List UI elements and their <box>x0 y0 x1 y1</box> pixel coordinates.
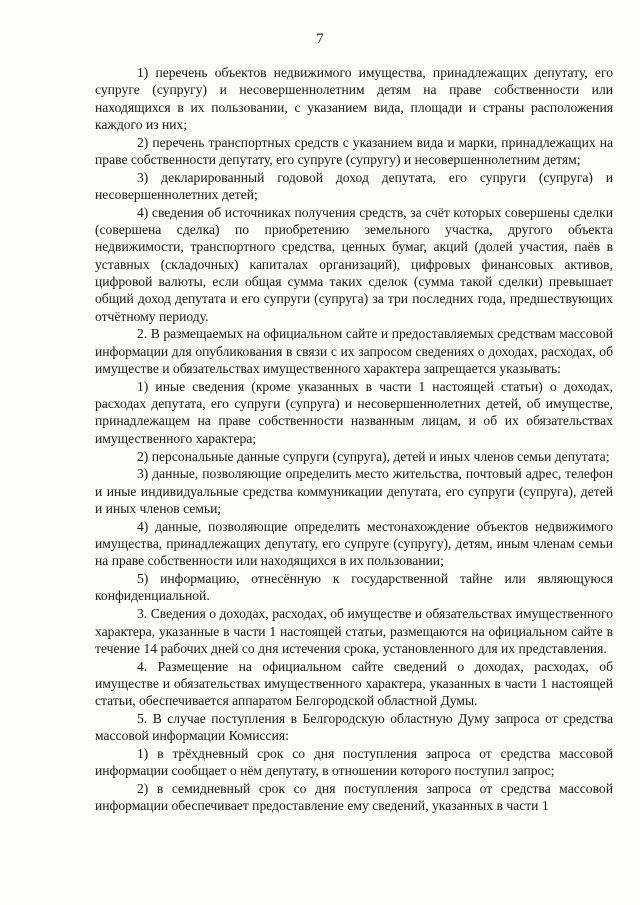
paragraph: 3. Сведения о доходах, расходах, об имуществе и обязательствах имущественного характера, указанные в части 1 настоящей статьи, размещаются на официальном сайте в течение 14 рабочих дней со дня истечения срока, установленного для их представления. <box>95 606 613 656</box>
paragraph: 2) персональные данные супруги (супруга), детей и иных членов семьи депутата; <box>137 448 610 464</box>
paragraph: 4) данные, позволяющие определить местонахождение объектов недвижимого имущества, принадлежащих депутату, его супруге (супругу), детям, иным членам семьи на праве собственности или находящихся в их пользовании; <box>95 518 613 569</box>
document-body <box>95 64 613 815</box>
page-number: 7 <box>316 31 324 47</box>
paragraph: 5) информацию, отнесённую к государственной тайне или являющуюся конфиденциальной. <box>95 571 613 604</box>
paragraph: 2. В размещаемых на официальном сайте и предоставляемых средствам массовой информации для опубликования в связи с их запросом сведениях о доходах, расходах, об имуществе и обязательствах имущественного характера запрещается указывать: <box>95 326 613 377</box>
paragraph: 5. В случае поступления в Белгородскую областную Думу запроса от средства массовой информации Комиссия: <box>95 710 613 744</box>
paragraph: 1) иные сведения (кроме указанных в части 1 настоящей статьи) о доходах, расходах депутата, его супруги (супруга) и несовершеннолетних детей, об имуществе, принадлежащем на праве собственности названным лицам, и об их обязательствах имущественного характера; <box>95 378 613 446</box>
paragraph: 4) сведения об источниках получения средств, за счёт которых совершены сделки (совершена сделка) по приобретению земельного участка, другого объекта недвижимости, транспортного средства, ценных бумаг, акций (долей участия, паёв в уставных (складочных) капиталах организаций), цифровых финансовых активов, цифровой валюты, если общая сумма таких сделок (сумма такой сделки) превышает общий доход депутата и его супруги (супруга) за три последних года, предшествующих отчётному периоду. <box>95 204 613 324</box>
paragraph: 3) декларированный годовой доход депутата, его супруги (супруга) и несовершеннолетних детей; <box>95 169 613 203</box>
paragraph: 2) перечень транспортных средств с указанием вида и марки, принадлежащих на праве собственности депутату, его супруге (супругу) и несовершеннолетним детям; <box>95 134 613 167</box>
paragraph: 3) данные, позволяющие определить место жительства, почтовый адрес, телефон и иные индивидуальные средства коммуникации депутата, его супруги (супруга), детей и иных членов семьи; <box>95 466 613 516</box>
paragraph: 1) в трёхдневный срок со дня поступления запроса от средства массовой информации сообщает о нём депутату, в отношении которого поступил запрос; <box>95 746 613 779</box>
paragraph: 2) в семидневный срок со дня поступления запроса от средства массовой информации обеспечивает предоставление ему сведений, указанных в части 1 <box>95 781 613 814</box>
paragraph: 4. Размещение на официальном сайте сведений о доходах, расходах, об имуществе и обязательствах имущественного характера, указанных в части 1 настоящей статьи, обеспечивается аппаратом Белгородской областной Думы. <box>95 658 613 709</box>
paragraph: 1) перечень объектов недвижимого имущества, принадлежащих депутату, его супруге (супругу) и несовершеннолетним детям на праве собственности или находящихся в их пользовании, с указанием вида, площади и страны расположения каждого из них; <box>95 65 613 132</box>
